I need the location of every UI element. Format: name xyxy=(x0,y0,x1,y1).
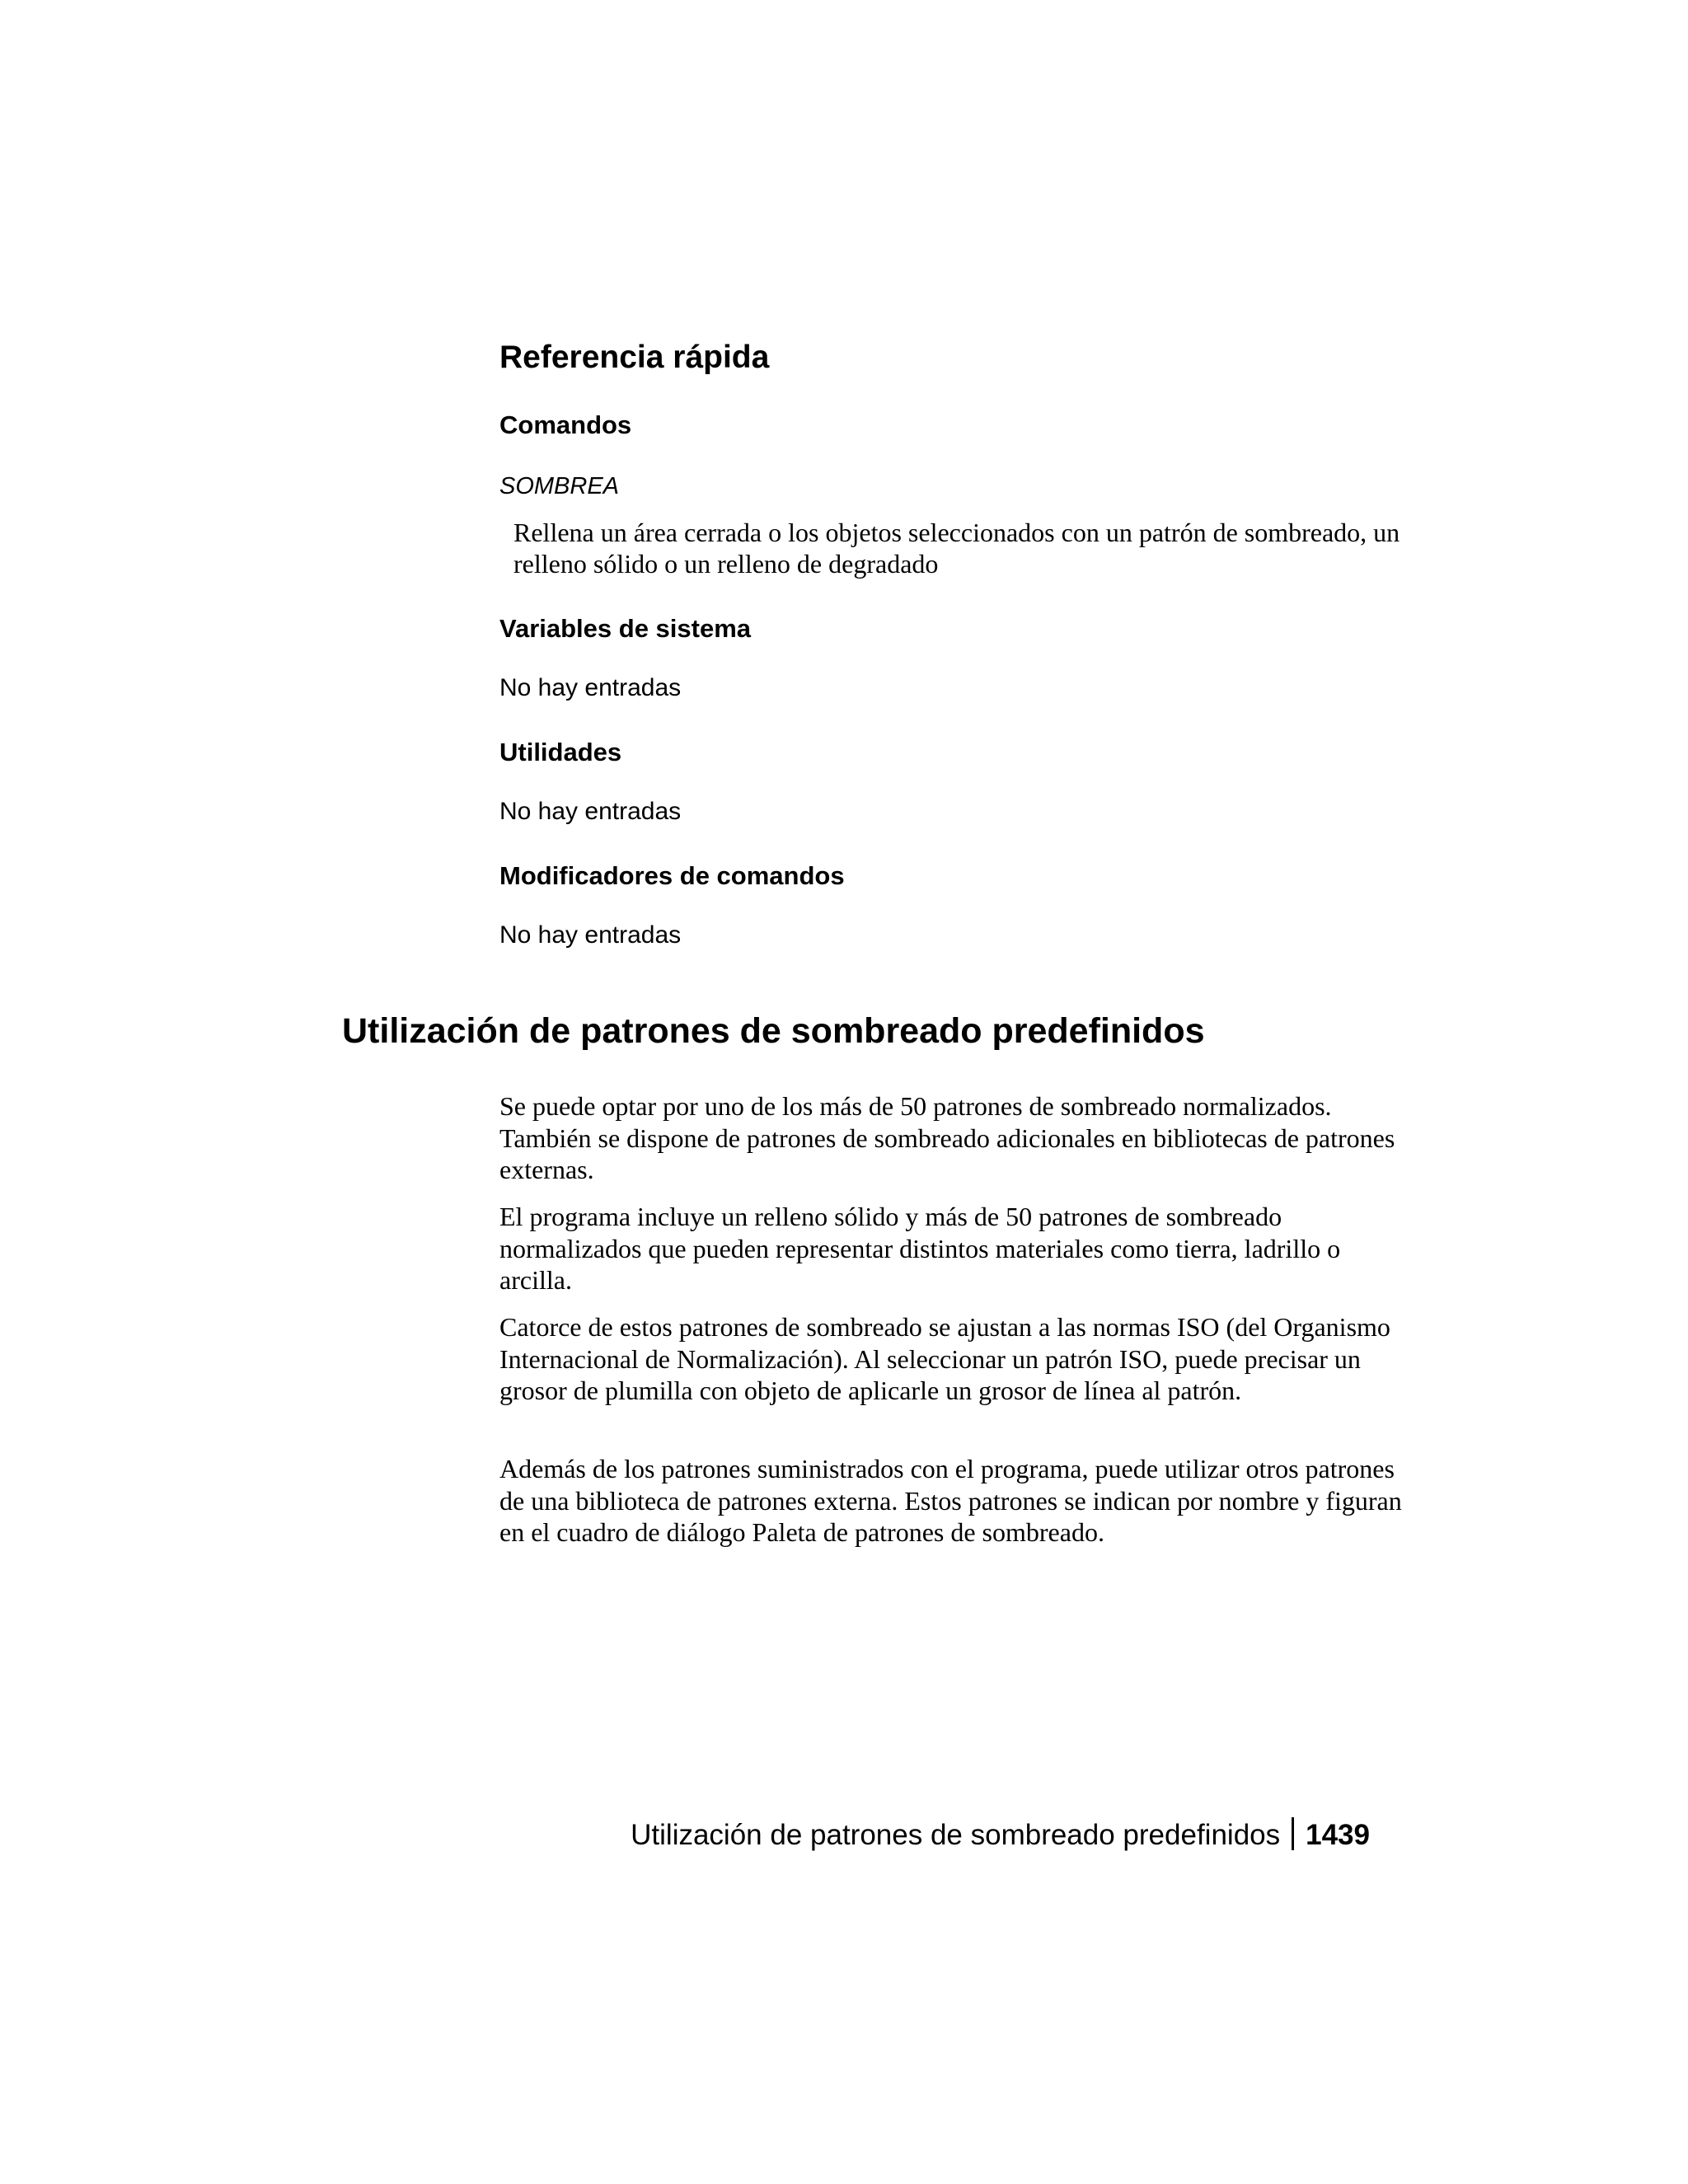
command-modifiers-value: No hay entradas xyxy=(499,921,682,949)
section-paragraph: Catorce de estos patrones de sombreado se ajustan a las normas ISO (del Organismo Internacional de Normalización). Al seleccionar un patrón ISO, puede precisar un grosor de plumilla con objeto de aplicarle un grosor de línea al patrón. xyxy=(499,1312,1390,1405)
system-variables-value: No hay entradas xyxy=(499,674,682,701)
page-footer xyxy=(631,1816,1370,1855)
command-modifiers-heading: Modificadores de comandos xyxy=(499,861,845,890)
quick-reference-heading: Referencia rápida xyxy=(499,340,770,375)
page-number: 1439 xyxy=(1306,1819,1370,1851)
section-paragraph: El programa incluye un relleno sólido y más de 50 patrones de sombreado normalizados que pueden representar distintos materiales como tierra, ladrillo o arcilla. xyxy=(499,1202,1341,1295)
command-name: SOMBREA xyxy=(499,473,620,499)
utilities-value: No hay entradas xyxy=(499,798,682,825)
section-title: Utilización de patrones de sombreado predefinidos xyxy=(342,1011,1205,1051)
commands-heading: Comandos xyxy=(499,410,632,439)
system-variables-heading: Variables de sistema xyxy=(499,614,752,643)
footer-running-title: Utilización de patrones de sombreado predefinidos xyxy=(631,1819,1281,1851)
command-description: Rellena un área cerrada o los objetos seleccionados con un patrón de sombreado, un relleno sólido o un relleno de degradado xyxy=(513,518,1400,579)
section-paragraph: Además de los patrones suministrados con el programa, puede utilizar otros patrones de una biblioteca de patrones externa. Estos patrones se indican por nombre y figuran en el cuadro de diálogo Paleta de patrones de sombreado. xyxy=(499,1454,1402,1547)
utilities-heading: Utilidades xyxy=(499,738,622,766)
section-paragraph: Se puede optar por uno de los más de 50 patrones de sombreado normalizados. También se dispone de patrones de sombreado adicionales en bibliotecas de patrones externas. xyxy=(499,1091,1395,1184)
footer-separator xyxy=(1292,1817,1294,1850)
